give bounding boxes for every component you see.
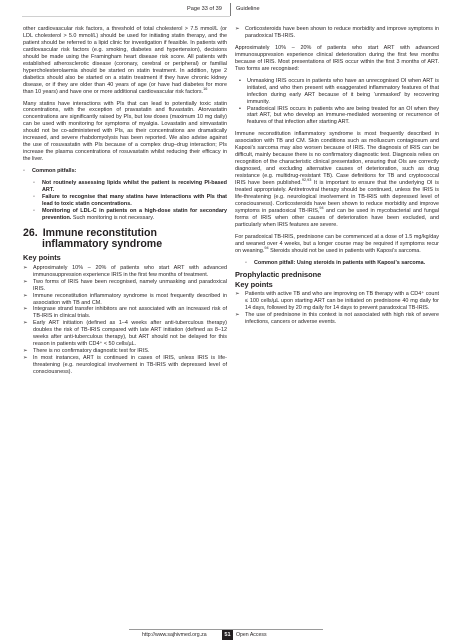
key-points-heading: Key points: [23, 252, 61, 262]
pitfalls-list: [23, 168, 227, 175]
section-label: Guideline: [236, 6, 260, 12]
paragraph-iris-diagnosis: Immune reconstitution inflammatory syndrome is most frequently described in association with TB and CM. Skin conditions such as molluscum contagiosum and Kaposi’s sarcoma may also worsen because of IRIS. The diagnosis of IRIS can be difficult, mainly because there is no confirmatory diagnostic test. Diagnosis relies on recognition of the characteristic clinical presentation, ensuring that OIs are correctly diagnosed, and excluding alternative causes of deterioration, such as drug resistance (e.g. multidrug-resistant TB). Case definitions for TB and cryptococcal IRIS have been published.$^{92,93}$ It is important to ensure that the underlying OI is treated appropriately. Antiretroviral therapy should be continued, unless the IRIS is life-threatening (e.g. neurological involvement in TB-IRIS with depressed level of consciousness). Corticosteroids have been shown to reduce morbidity and improve symptoms in paradoxical TB-IRIS,$^{94}$ and can be used in mycobacterial and fungal forms of IRIS when other causes of deterioration have been excluded, and particularly when IRIS features are severe.: [235, 131, 439, 228]
page-header: [0, 2, 453, 16]
iris-form-paradoxical: • Paradoxical IRIS occurs in patients who are being treated for an OI when they start ART, but who develop an immune-mediated worsening or recurrence of features of that infection after starting ART.: [235, 106, 439, 127]
key-point-item: ➢ Early ART initiation (defined as 1–4 weeks after anti-tuberculous therapy) doubles the risk of TB-IRIS compared with late ART initiation (defined as 8–12 weeks after anti-tuberculous therapy), but ART should not be delayed for this reason in patients with CD4⁺ < 50 cells/µL.: [23, 320, 227, 348]
iris-forms-list: [235, 78, 439, 127]
key-points-heading: Key points: [235, 279, 273, 289]
left-column: [23, 26, 227, 381]
section-heading: 26. Immune reconstitution inflammatory syndrome: [23, 226, 163, 251]
open-access-label: Open Access: [236, 631, 267, 638]
pitfall-item: ◦ Failure to recognise that many statins have interactions with PIs that lead to toxic statin concentrations.: [33, 194, 227, 208]
subsection-heading: Prophylactic prednisone: [235, 269, 322, 279]
key-point-item: ➢ The use of prednisone in this context is not associated with high risk of severe infections, cancers or adverse events.: [235, 312, 439, 326]
key-points-list: [23, 265, 227, 376]
header-divider: [230, 3, 231, 16]
key-point-item: ➢ Corticosteroids have been shown to reduce morbidity and improve symptoms in paradoxical TB-IRIS.: [235, 26, 439, 40]
key-point-item: ➢ Immune reconstitution inflammatory syndrome is most frequently described in association with TB and CM.: [23, 293, 227, 307]
continued-key-point: [235, 26, 439, 40]
paragraph-cholesterol: other cardiovascular risk factors, a threshold of total cholesterol > 7.5 mmol/L (or LDL cholesterol > 5.0 mmol/L) should be used for initiating statin therapy, and the patient should be referred to a lipid clinic for investigation if feasible. In patients with cardiovascular risk factors (e.g. smoking, diabetes and hypertension), decisions should be made using the Framingham heart disease risk score. All patients with established atherosclerotic disease (coronary, cerebral or peripheral) or familial hypercholesterolaemia should be started on statin treatment. In addition, type 2 diabetics should also be started on a statin treatment if they have chronic kidney disease, or if they are older than 40 years of age (or have had diabetes for more than 10 years) and have one or more additional cardiovascular risk factors.$^{16}$: [23, 26, 227, 95]
pitfall-item: ◦ Monitoring of LDL-C in patients on a high-dose statin for secondary prevention. Such monitoring is not necessary.: [33, 208, 227, 222]
pitfalls-items: [33, 180, 227, 222]
key-point-item: ➢ There is no confirmatory diagnostic test for IRIS.: [23, 348, 227, 355]
pitfall-item: ◦ Common pitfall: Using steroids in patients with Kaposi’s sarcoma.: [245, 260, 439, 267]
right-column: [235, 26, 439, 331]
page-number-badge: 51: [222, 630, 233, 640]
paragraph-prednisone-dose: For paradoxical TB-IRIS, prednisone can be commenced at a dose of 1.5 mg/kg/day and weaned over 4 weeks, but a longer course may be required if symptoms recur on weaning.$^{94}$ Steroids should not be used in patients with Kaposi’s sarcoma.: [235, 233, 439, 254]
key-point-item: ➢ Patients with active TB and who are improving on TB therapy with a CD4⁺ count ≤ 100 cells/µL upon starting ART can be initiated on prednisone 40 mg daily for 14 days, followed by 20 mg daily for 14 days to prevent paradoxical TB-IRIS.: [235, 291, 439, 312]
key-point-item: ➢ In most instances, ART is continued in cases of IRIS, unless IRIS is life-threatening (e.g. neurological involvement in TB-IRIS with depressed level of consciousness).: [23, 355, 227, 376]
header-rule: [22, 16, 230, 17]
key-point-item: ➢ Two forms of IRIS have been recognised, namely unmasking and paradoxical IRIS.: [23, 279, 227, 293]
page-indicator: Page 33 of 39: [187, 6, 222, 12]
pitfalls-label: ◦ Common pitfalls:: [23, 168, 227, 175]
key-point-item: ➢ Integrase strand transfer inhibitors are not associated with an increased risk of TB-IRIS in clinical trials.: [23, 306, 227, 320]
journal-link[interactable]: http://www.sajhivmed.org.za: [142, 631, 207, 638]
paragraph-statin-interactions: Many statins have interactions with PIs that can lead to potentially toxic statin concentrations, with the exception of pravastatin and fluvastatin. Atorvastatin concentrations are significantly raised by PIs, but low doses (maximum 10 mg daily) can be used with monitoring for symptoms of myalgia. Lovastatin and simvastatin should not be co-administered with PIs, as their concentrations are dramatically increased, and severe rhabdomyolysis has been reported. We also advise against the use of rosuvastatin with PIs because of a complex drug–drug interaction; PIs increase the plasma concentrations of rosuvastatin whilst reducing their efficacy in the liver.: [23, 100, 227, 163]
key-points-list: [235, 291, 439, 326]
key-point-item: ➢ Approximately 10% – 20% of patients who start ART with advanced immunosuppression experience IRIS in the first few months of treatment.: [23, 265, 227, 279]
iris-form-unmasking: • Unmasking IRIS occurs in patients who have an unrecognised OI when ART is initiated, and who then present with exaggerated inflammatory features of that infection during early ART because of it being ‘unmasked’ by recovering immunity.: [235, 78, 439, 106]
pitfall-item: ◦ Not routinely assessing lipids whilst the patient is receiving PI-based ART.: [33, 180, 227, 194]
page-footer: [0, 629, 453, 640]
pitfall-steroids: [245, 260, 439, 267]
paragraph-iris-intro: Approximately 10% – 20% of patients who start ART with advanced immunosuppression experience clinical deterioration during the first few months because of IRIS. Most presentations of IRIS occur within the first 3 months of ART. Two forms are recognised:: [235, 44, 439, 72]
